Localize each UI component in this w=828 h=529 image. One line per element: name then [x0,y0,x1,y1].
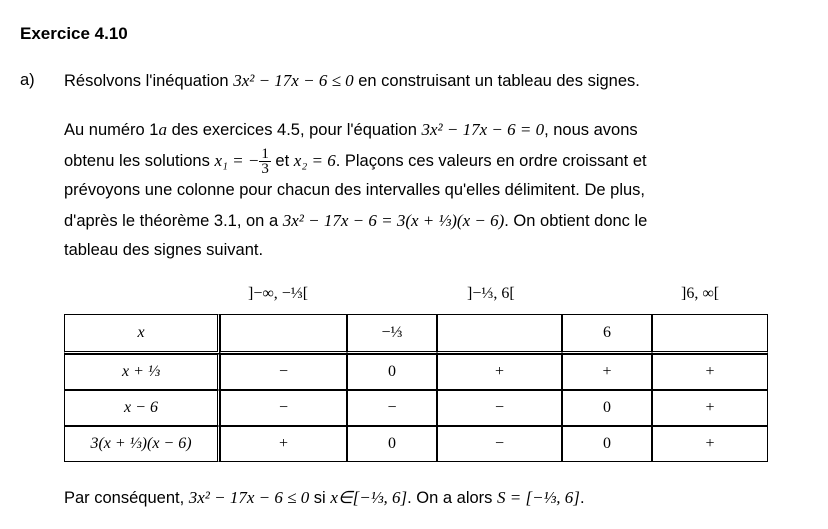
table-cell [220,314,347,354]
paragraph-text: . Plaçons ces valeurs en ordre croissant et [335,151,647,170]
question-label: a) [20,71,35,89]
question-text-before: Résolvons l'inéquation [64,72,234,90]
table-row [64,354,768,390]
table-cell: + [562,354,652,390]
paragraph [64,115,762,266]
table-cell: + [652,426,768,462]
paragraph-text: Au numéro 1 [64,121,159,139]
table-cell: − [437,390,562,426]
table-row [64,426,768,462]
paragraph-line-2 [64,146,762,177]
interval-label-1: ]−∞, −⅓[ [248,285,309,302]
table-cell: − [437,426,562,462]
table-row [64,390,768,426]
table-cell-header: x + ⅓ [64,354,220,390]
conclusion-text: . On a alors [407,489,497,507]
conclusion-condition: x∈[−⅓, 6] [330,488,408,507]
table-cell: + [652,390,768,426]
equation: 3x² − 17x − 6 = 0 [421,120,545,139]
solution-x2: x₂ = 6 [293,150,336,170]
paragraph-italic-a: a [158,120,167,139]
paragraph-text: d'après le théorème 3.1, on a [64,211,283,230]
paragraph-line-1 [64,115,762,146]
sign-table [64,314,768,462]
table-cell: − [347,390,437,426]
paragraph-text: . On obtient donc le [504,211,648,230]
table-row-x [64,314,768,354]
table-cell: 0 [347,354,437,390]
solution-x1: x₁ = − [214,150,260,170]
interval-label-2: ]−⅓, 6[ [467,285,515,302]
exercise-title: Exercice 4.10 [20,24,128,43]
table-cell-header: x [64,314,220,354]
conclusion-text: Par conséquent, [64,489,189,507]
fraction-numerator: 1 [261,145,269,162]
paragraph-text: obtenu les solutions [64,151,215,170]
paragraph-line-5: tableau des signes suivant. [64,241,264,259]
fraction-one-third [259,147,271,176]
table-cell [437,314,562,354]
factorization: 3x² − 17x − 6 = 3(x + ⅓)(x − 6) [282,210,505,230]
table-cell: − [220,390,347,426]
fraction-denominator: 3 [261,160,269,177]
table-cell: + [652,354,768,390]
table-cell: 0 [347,426,437,462]
table-cell-header: x − 6 [64,390,220,426]
question-text-after: en construisant un tableau des signes. [353,72,640,90]
conclusion-inequality: 3x² − 17x − 6 ≤ 0 [188,488,310,507]
table-cell: + [437,354,562,390]
paragraph-line-4 [64,206,762,237]
table-cell: − [220,354,347,390]
table-cell: −⅓ [347,314,437,354]
table-cell: 6 [562,314,652,354]
conclusion [64,488,585,508]
paragraph-text: et [270,151,294,170]
table-cell [652,314,768,354]
table-cell-header: 3(x + ⅓)(x − 6) [64,426,220,462]
paragraph-text: , nous avons [544,121,638,139]
conclusion-text: si [309,489,331,507]
paragraph-text: des exercices 4.5, pour l'équation [166,121,422,139]
table-cell: 0 [562,390,652,426]
table-cell: 0 [562,426,652,462]
question-inequality: 3x² − 17x − 6 ≤ 0 [233,71,354,90]
interval-label-3: ]6, ∞[ [681,285,720,302]
conclusion-text: . [579,489,585,507]
paragraph-line-3: prévoyons une colonne pour chacun des intervalles qu'elles délimitent. De plus, [64,181,645,199]
solution-set: S = [−⅓, 6] [497,488,580,507]
table-cell: + [220,426,347,462]
question-text [64,71,640,91]
